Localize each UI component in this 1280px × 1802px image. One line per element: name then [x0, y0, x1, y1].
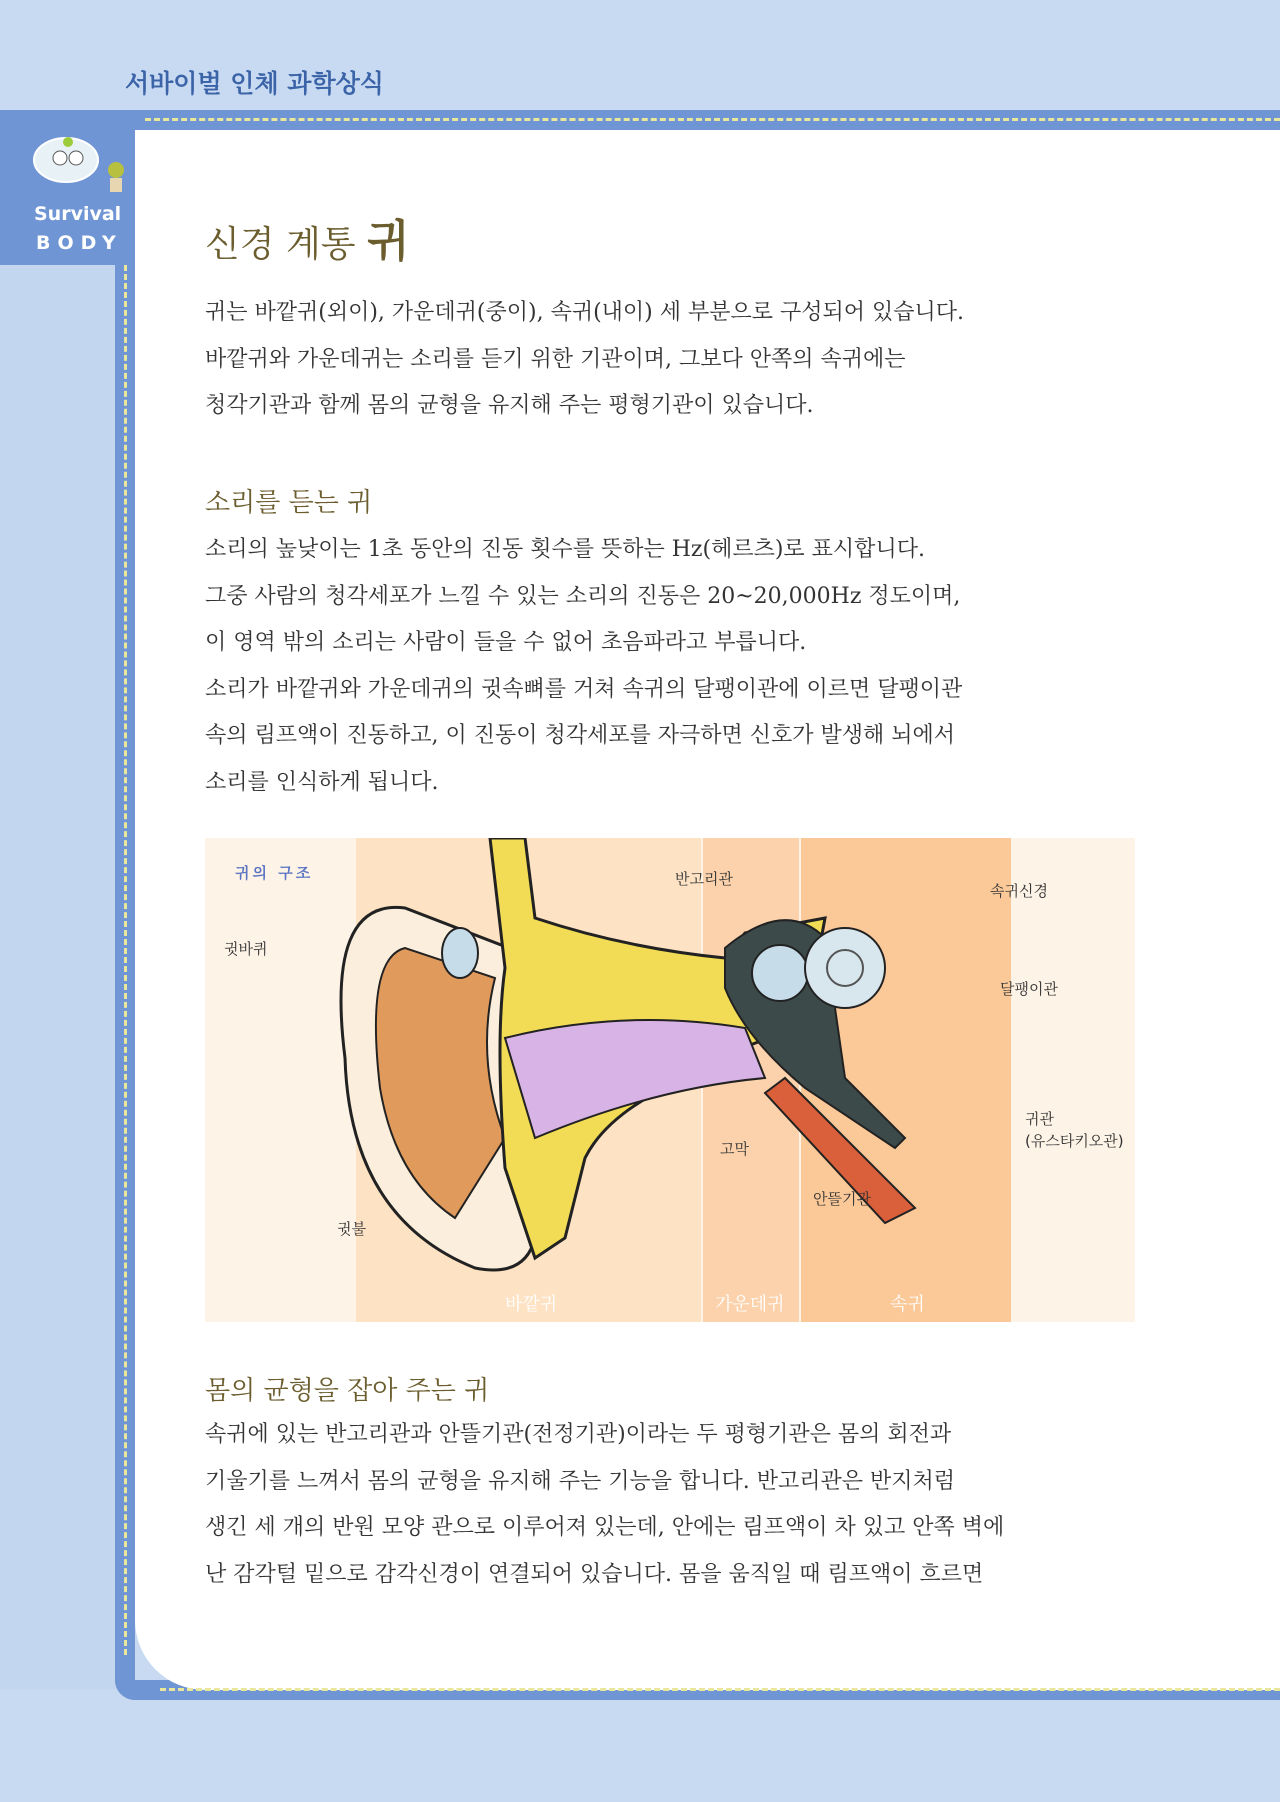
label-pinna: 귓바퀴 — [224, 940, 268, 958]
label-tube-sub: (유스타키오관) — [1025, 1132, 1124, 1150]
label-nerve: 속귀신경 — [990, 882, 1048, 900]
running-title: 서바이벌 인체 과학상식 — [125, 69, 384, 98]
text-line: 소리의 높낮이는 1초 동안의 진동 횟수를 뜻하는 Hz(헤르츠)로 표시합니다. — [205, 537, 925, 562]
logo-body: BODY — [36, 232, 123, 254]
text-line: 생긴 세 개의 반원 모양 관으로 이루어져 있는데, 안에는 림프액이 차 있고 안쪽 벽에 — [205, 1515, 1005, 1540]
text-line: 바깥귀와 가운데귀는 소리를 듣기 위한 기관이며, 그보다 안쪽의 속귀에는 — [205, 346, 906, 372]
mascot-logo-icon — [28, 128, 128, 198]
text-line: 소리가 바깥귀와 가운데귀의 귓속뼈를 거쳐 속귀의 달팽이관에 이르면 달팽이관 — [205, 676, 963, 702]
diagram-title: 귀의 구조 — [235, 864, 314, 882]
section-heading: 소리를 듣는 귀 — [205, 488, 373, 518]
dashed-border-top — [145, 118, 1280, 121]
section-outer-ear: 바깥귀 — [505, 1294, 558, 1315]
page-title — [205, 205, 410, 269]
text-line: 그중 사람의 청각세포가 느낄 수 있는 소리의 진동은 20~20,000Hz 정도이며, — [205, 583, 961, 609]
intro-paragraph — [205, 290, 964, 430]
text-line: 속의 림프액이 진동하고, 이 진동이 청각세포를 자극하면 신호가 발생해 뇌에서 — [205, 723, 955, 748]
ear-diagram — [205, 838, 1135, 1322]
label-lobe: 귓불 — [337, 1220, 366, 1238]
ear-illustration — [205, 838, 1135, 1322]
section2-paragraph — [205, 1412, 1004, 1598]
text-line: 기울기를 느껴서 몸의 균형을 유지해 주는 기능을 합니다. 반고리관은 반지처럼 — [205, 1468, 955, 1494]
text-line: 이 영역 밖의 소리는 사람이 들을 수 없어 초음파라고 부릅니다. — [205, 630, 807, 655]
label-cochlea: 달팽이관 — [1000, 980, 1058, 998]
title-main: 귀 — [367, 216, 410, 267]
section-heading: 몸의 균형을 잡아 주는 귀 — [205, 1376, 490, 1406]
text-line: 속귀에 있는 반고리관과 안뜰기관(전정기관)이라는 두 평형기관은 몸의 회전과 — [205, 1422, 952, 1447]
label-semicircular: 반고리관 — [675, 870, 733, 888]
section-inner-ear: 속귀 — [890, 1294, 925, 1315]
text-line: 난 감각털 밑으로 감각신경이 연결되어 있습니다. 몸을 움직일 때 림프액이 흐르면 — [205, 1561, 984, 1587]
header-band — [0, 110, 1280, 132]
label-tube: 귀관 — [1025, 1110, 1054, 1128]
dashed-border-bottom — [160, 1688, 1280, 1691]
label-vestibule: 안뜰기관 — [813, 1190, 871, 1208]
text-line: 소리를 인식하게 됩니다. — [205, 769, 439, 795]
text-line: 귀는 바깥귀(외이), 가운데귀(중이), 속귀(내이) 세 부분으로 구성되어 있습니다. — [205, 300, 964, 325]
dashed-border-left — [124, 265, 127, 1655]
label-eardrum: 고막 — [720, 1140, 749, 1158]
section-middle-ear: 가운데귀 — [715, 1294, 785, 1315]
logo-survival: Survival — [34, 203, 122, 225]
text-line: 청각기관과 함께 몸의 균형을 유지해 주는 평형기관이 있습니다. — [205, 393, 814, 418]
title-prefix: 신경 계통 — [205, 224, 356, 265]
section1-paragraph — [205, 527, 962, 806]
